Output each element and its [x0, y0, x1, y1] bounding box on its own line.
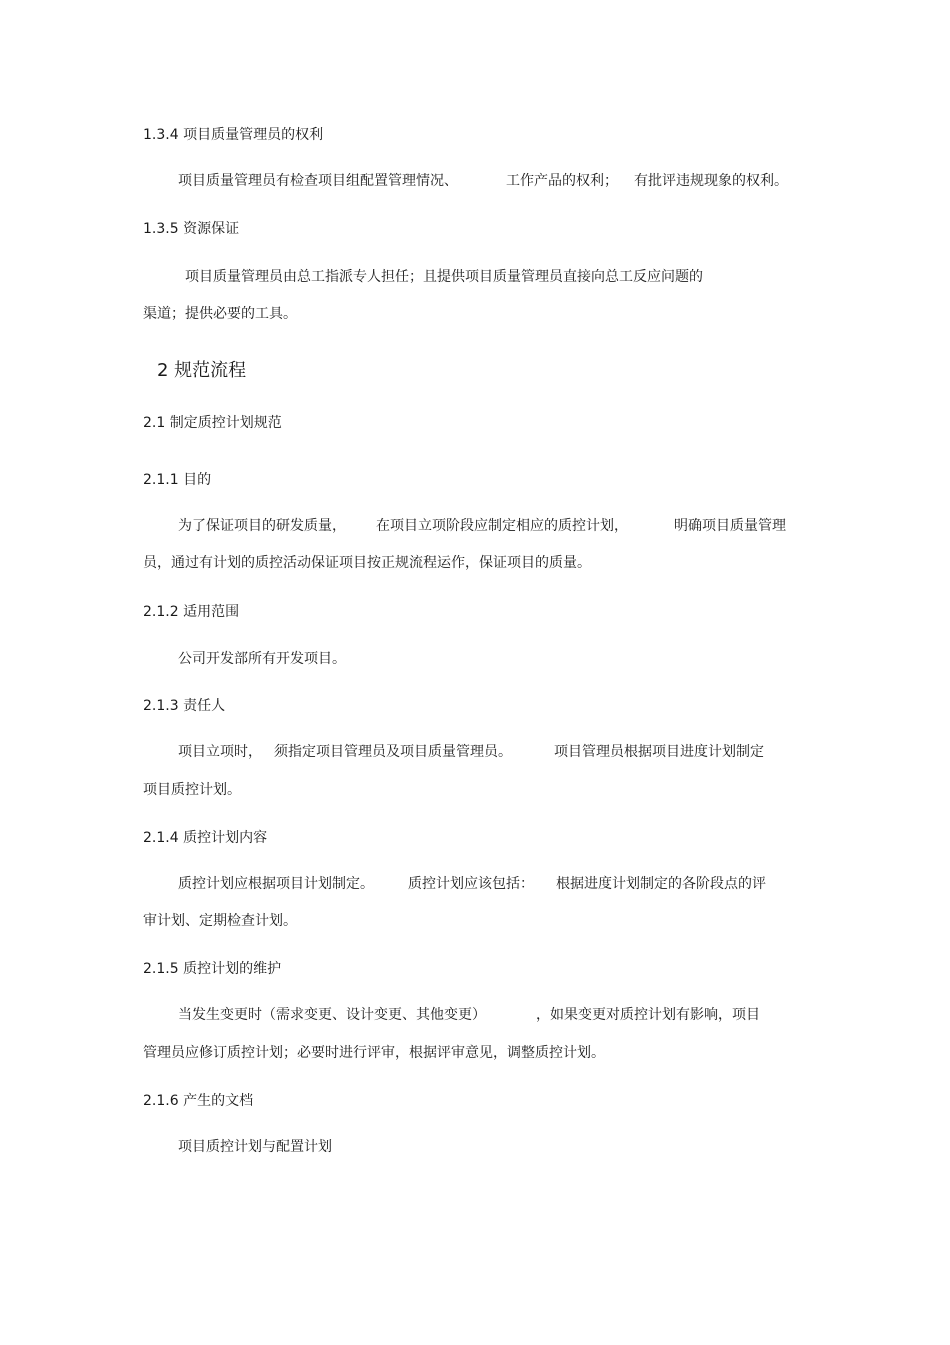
section-2-1-1-body-line1: [0, 517, 950, 535]
body-segment: 明确项目质量管理: [674, 518, 786, 534]
body-segment: 项目质量管理员有检查项目组配置管理情况、: [178, 173, 458, 189]
body-segment: 根据进度计划制定的各阶段点的评: [556, 876, 766, 892]
body-segment: ，如果变更对质控计划有影响，项目: [536, 1007, 760, 1023]
section-2-1-4-heading: 2.1.4 质控计划内容: [143, 830, 268, 846]
section-1-3-5-body-line2: 渠道；提供必要的工具。: [143, 306, 297, 322]
section-2-1-6-body: 项目质控计划与配置计划: [178, 1139, 332, 1155]
body-segment: 须指定项目管理员及项目质量管理员。: [274, 744, 512, 760]
section-2-1-4-body-line1: [0, 875, 950, 893]
body-segment: 项目管理员根据项目进度计划制定: [554, 744, 764, 760]
section-2-1-2-heading: 2.1.2 适用范围: [143, 604, 240, 620]
section-2-1-3-heading: 2.1.3 责任人: [143, 698, 226, 714]
body-segment: 在项目立项阶段应制定相应的质控计划，: [376, 518, 628, 534]
chapter-2-heading: 2 规范流程: [157, 360, 247, 381]
body-segment: 质控计划应该包括：: [408, 876, 534, 892]
section-2-1-5-body-line2: 管理员应修订质控计划；必要时进行评审，根据评审意见，调整质控计划。: [143, 1045, 605, 1061]
section-2-1-2-body: 公司开发部所有开发项目。: [178, 651, 346, 667]
section-2-1-4-body-line2: 审计划、定期检查计划。: [143, 913, 297, 929]
section-2-1-6-heading: 2.1.6 产生的文档: [143, 1093, 254, 1109]
section-2-1-3-body-line2: 项目质控计划。: [143, 782, 241, 798]
section-2-1-1-heading: 2.1.1 目的: [143, 472, 212, 488]
section-2-1-3-body-line1: [0, 743, 950, 761]
section-2-1-1-body-line2: 员，通过有计划的质控活动保证项目按正规流程运作，保证项目的质量。: [143, 555, 591, 571]
section-1-3-5-body-line1: 项目质量管理员由总工指派专人担任；且提供项目质量管理员直接向总工反应问题的: [185, 269, 703, 285]
body-segment: 质控计划应根据项目计划制定。: [178, 876, 374, 892]
section-2-1-5-body-line1: [0, 1006, 950, 1024]
body-segment: 有批评违规现象的权利。: [634, 173, 788, 189]
body-segment: 工作产品的权利；: [506, 173, 618, 189]
body-segment: 为了保证项目的研发质量，: [178, 518, 346, 534]
section-2-1-5-heading: 2.1.5 质控计划的维护: [143, 961, 282, 977]
body-segment: 当发生变更时（需求变更、设计变更、其他变更）: [178, 1007, 486, 1023]
section-1-3-5-heading: 1.3.5 资源保证: [143, 221, 240, 237]
body-segment: 项目立项时，: [178, 744, 262, 760]
section-2-1-heading: 2.1 制定质控计划规范: [143, 415, 282, 431]
section-1-3-4-heading: 1.3.4 项目质量管理员的权利: [143, 127, 324, 143]
section-1-3-4-body: [0, 172, 950, 190]
